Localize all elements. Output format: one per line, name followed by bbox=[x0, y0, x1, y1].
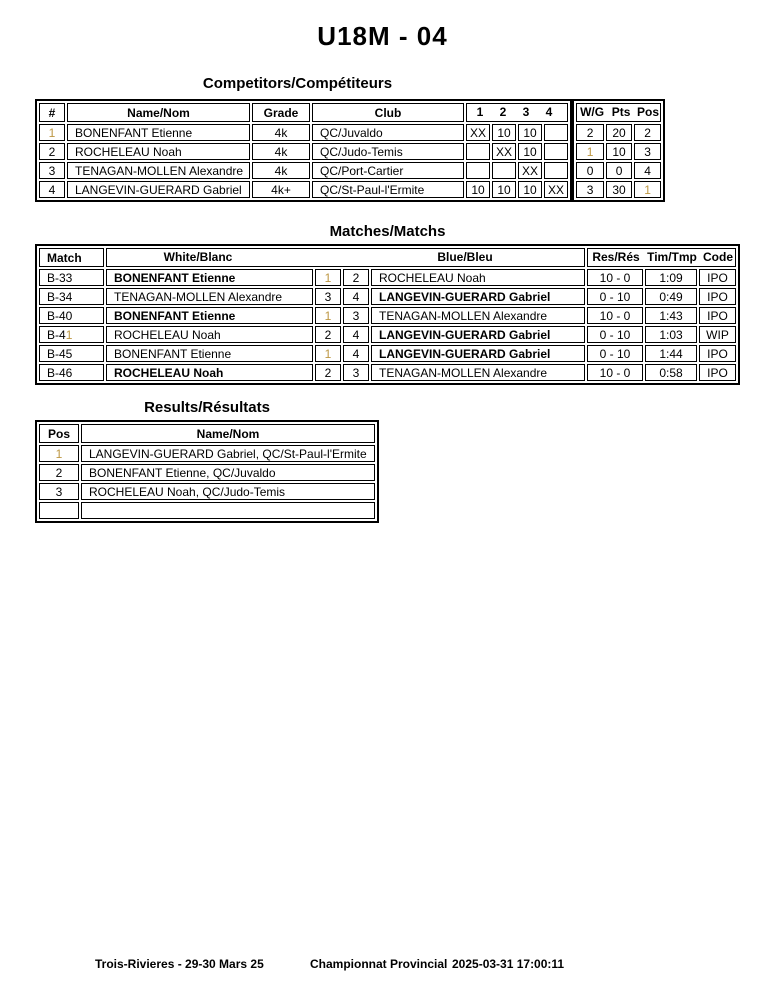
competitor-club: QC/Port-Cartier bbox=[312, 162, 464, 179]
result-place: 2 bbox=[39, 464, 79, 481]
match-row bbox=[39, 364, 736, 381]
header-pos: Pos bbox=[637, 105, 660, 119]
header-name: Name/Nom bbox=[81, 424, 375, 443]
result-name bbox=[81, 502, 375, 519]
match-code: IPO bbox=[699, 288, 736, 305]
header-pos: Pos bbox=[39, 424, 79, 443]
round-result bbox=[544, 124, 568, 141]
round-result: 10 bbox=[466, 181, 490, 198]
white-player-name: TENAGAN-MOLLEN Alexandre bbox=[106, 288, 313, 305]
page-title: U18M - 04 bbox=[317, 21, 448, 51]
result-place: 3 bbox=[39, 483, 79, 500]
footer bbox=[0, 957, 765, 973]
competitor-result-row bbox=[576, 124, 661, 141]
match-id: B-45 bbox=[39, 345, 104, 362]
match-id: B-33 bbox=[39, 269, 104, 286]
result-place: 1 bbox=[39, 445, 79, 462]
match-row bbox=[39, 326, 736, 343]
result-row bbox=[39, 483, 375, 500]
result-name: ROCHELEAU Noah, QC/Judo-Temis bbox=[81, 483, 375, 500]
section-heading-competitors: Competitors/Compétiteurs bbox=[202, 75, 393, 92]
white-player-name: BONENFANT Etienne bbox=[106, 307, 313, 324]
competitors-results-table bbox=[572, 99, 665, 202]
competitor-wins: 2 bbox=[576, 124, 604, 141]
header-time: Tim/Tmp bbox=[647, 250, 697, 264]
competitor-grade: 4k bbox=[252, 143, 310, 160]
header-wg: W/G bbox=[580, 105, 605, 119]
blue-player-number: 4 bbox=[343, 326, 369, 343]
competitor-points: 20 bbox=[606, 124, 632, 141]
match-time: 0:49 bbox=[645, 288, 697, 305]
competitor-row bbox=[39, 124, 568, 141]
header-wg-pts-pos bbox=[576, 103, 661, 122]
white-player-number: 2 bbox=[315, 364, 341, 381]
result-place bbox=[39, 502, 79, 519]
match-row bbox=[39, 345, 736, 362]
competitor-row bbox=[39, 162, 568, 179]
white-player-name: BONENFANT Etienne bbox=[106, 345, 313, 362]
competitors-header-row bbox=[39, 103, 568, 122]
result-row bbox=[39, 502, 375, 519]
white-player-number: 3 bbox=[315, 288, 341, 305]
round-result bbox=[466, 162, 490, 179]
header-round-4: 4 bbox=[545, 105, 553, 119]
header-code: Code bbox=[703, 250, 733, 264]
match-time: 1:09 bbox=[645, 269, 697, 286]
competitors-table bbox=[35, 99, 572, 202]
blue-player-number: 3 bbox=[343, 307, 369, 324]
round-result: XX bbox=[492, 143, 516, 160]
blue-player-number: 4 bbox=[343, 288, 369, 305]
round-result: 10 bbox=[492, 181, 516, 198]
match-code: IPO bbox=[699, 364, 736, 381]
result-row bbox=[39, 445, 375, 462]
match-id: B-46 bbox=[39, 364, 104, 381]
matches-table bbox=[35, 244, 740, 385]
round-result bbox=[466, 143, 490, 160]
match-result: 10 - 0 bbox=[587, 307, 643, 324]
competitor-place: 4 bbox=[634, 162, 661, 179]
results-table bbox=[35, 420, 379, 523]
header-blue: Blue/Bleu bbox=[437, 250, 493, 264]
competitor-wins: 3 bbox=[576, 181, 604, 198]
competitor-wins: 0 bbox=[576, 162, 604, 179]
match-id: B-34 bbox=[39, 288, 104, 305]
competitor-grade: 4k bbox=[252, 124, 310, 141]
competitor-place: 1 bbox=[634, 181, 661, 198]
competitor-grade: 4k+ bbox=[252, 181, 310, 198]
section-heading-results: Results/Résultats bbox=[144, 399, 270, 416]
header-rounds bbox=[466, 103, 568, 122]
match-result: 0 - 10 bbox=[587, 326, 643, 343]
competitor-club: QC/St-Paul-l'Ermite bbox=[312, 181, 464, 198]
white-player-name: ROCHELEAU Noah bbox=[106, 364, 313, 381]
match-id: B-41 bbox=[39, 326, 104, 343]
header-name: Name/Nom bbox=[67, 103, 250, 122]
white-player-number: 1 bbox=[315, 345, 341, 362]
header-round-3: 3 bbox=[522, 105, 530, 119]
match-time: 0:58 bbox=[645, 364, 697, 381]
round-result: XX bbox=[466, 124, 490, 141]
header-pts: Pts bbox=[611, 105, 631, 119]
white-player-number: 2 bbox=[315, 326, 341, 343]
matches-header-row bbox=[39, 248, 736, 267]
round-result: 10 bbox=[518, 181, 542, 198]
match-row bbox=[39, 269, 736, 286]
blue-player-name: TENAGAN-MOLLEN Alexandre bbox=[371, 307, 585, 324]
competitor-place: 2 bbox=[634, 124, 661, 141]
results-header-row bbox=[39, 424, 375, 443]
match-result: 10 - 0 bbox=[587, 269, 643, 286]
header-club: Club bbox=[312, 103, 464, 122]
result-row bbox=[39, 464, 375, 481]
footer-location-date: Trois-Rivieres - 29-30 Mars 25 bbox=[95, 957, 264, 971]
blue-player-number: 4 bbox=[343, 345, 369, 362]
header-white-blue bbox=[106, 248, 585, 267]
competitor-name: ROCHELEAU Noah bbox=[67, 143, 250, 160]
competitor-result-row bbox=[576, 162, 661, 179]
competitor-points: 30 bbox=[606, 181, 632, 198]
competitors-section bbox=[35, 99, 765, 202]
blue-player-name: TENAGAN-MOLLEN Alexandre bbox=[371, 364, 585, 381]
match-code: IPO bbox=[699, 269, 736, 286]
match-row bbox=[39, 307, 736, 324]
match-id: B-40 bbox=[39, 307, 104, 324]
match-time: 1:43 bbox=[645, 307, 697, 324]
competitor-name: BONENFANT Etienne bbox=[67, 124, 250, 141]
result-name: BONENFANT Etienne, QC/Juvaldo bbox=[81, 464, 375, 481]
round-result: 10 bbox=[518, 124, 542, 141]
header-grade: Grade bbox=[252, 103, 310, 122]
competitor-result-row bbox=[576, 181, 661, 198]
competitor-number: 1 bbox=[39, 124, 65, 141]
match-result: 0 - 10 bbox=[587, 288, 643, 305]
footer-event-name: Championnat Provincial bbox=[310, 957, 448, 971]
blue-player-name: LANGEVIN-GUERARD Gabriel bbox=[371, 326, 585, 343]
white-player-name: BONENFANT Etienne bbox=[106, 269, 313, 286]
footer-timestamp: 2025-03-31 17:00:11 bbox=[452, 957, 565, 971]
match-time: 1:03 bbox=[645, 326, 697, 343]
blue-player-name: LANGEVIN-GUERARD Gabriel bbox=[371, 288, 585, 305]
match-row bbox=[39, 288, 736, 305]
round-result: XX bbox=[518, 162, 542, 179]
competitors-results-header-row bbox=[576, 103, 661, 122]
match-result: 0 - 10 bbox=[587, 345, 643, 362]
blue-player-number: 3 bbox=[343, 364, 369, 381]
competitor-wins: 1 bbox=[576, 143, 604, 160]
competitor-place: 3 bbox=[634, 143, 661, 160]
competitor-name: LANGEVIN-GUERARD Gabriel bbox=[67, 181, 250, 198]
round-result: 10 bbox=[518, 143, 542, 160]
header-res: Res/Rés bbox=[592, 250, 640, 264]
competitor-result-row bbox=[576, 143, 661, 160]
round-result: XX bbox=[544, 181, 568, 198]
match-result: 10 - 0 bbox=[587, 364, 643, 381]
white-player-number: 1 bbox=[315, 307, 341, 324]
competitor-points: 10 bbox=[606, 143, 632, 160]
round-result bbox=[544, 143, 568, 160]
round-result bbox=[492, 162, 516, 179]
competitor-name: TENAGAN-MOLLEN Alexandre bbox=[67, 162, 250, 179]
competitor-points: 0 bbox=[606, 162, 632, 179]
competitor-row bbox=[39, 181, 568, 198]
white-player-name: ROCHELEAU Noah bbox=[106, 326, 313, 343]
competitor-row bbox=[39, 143, 568, 160]
round-result bbox=[544, 162, 568, 179]
competitor-club: QC/Juvaldo bbox=[312, 124, 464, 141]
competitor-grade: 4k bbox=[252, 162, 310, 179]
blue-player-name: ROCHELEAU Noah bbox=[371, 269, 585, 286]
competitor-number: 2 bbox=[39, 143, 65, 160]
header-res-time-code bbox=[587, 248, 736, 267]
header-match: Match bbox=[39, 248, 104, 267]
blue-player-name: LANGEVIN-GUERARD Gabriel bbox=[371, 345, 585, 362]
section-heading-matches: Matches/Matchs bbox=[329, 223, 446, 240]
match-code: WIP bbox=[699, 326, 736, 343]
header-round-2: 2 bbox=[499, 105, 507, 119]
header-white: White/Blanc bbox=[163, 250, 233, 264]
header-round-1: 1 bbox=[476, 105, 484, 119]
header-num: # bbox=[39, 103, 65, 122]
match-code: IPO bbox=[699, 345, 736, 362]
match-time: 1:44 bbox=[645, 345, 697, 362]
blue-player-number: 2 bbox=[343, 269, 369, 286]
round-result: 10 bbox=[492, 124, 516, 141]
match-code: IPO bbox=[699, 307, 736, 324]
competitor-number: 4 bbox=[39, 181, 65, 198]
white-player-number: 1 bbox=[315, 269, 341, 286]
competitor-number: 3 bbox=[39, 162, 65, 179]
competitor-club: QC/Judo-Temis bbox=[312, 143, 464, 160]
result-name: LANGEVIN-GUERARD Gabriel, QC/St-Paul-l'Ermite bbox=[81, 445, 375, 462]
